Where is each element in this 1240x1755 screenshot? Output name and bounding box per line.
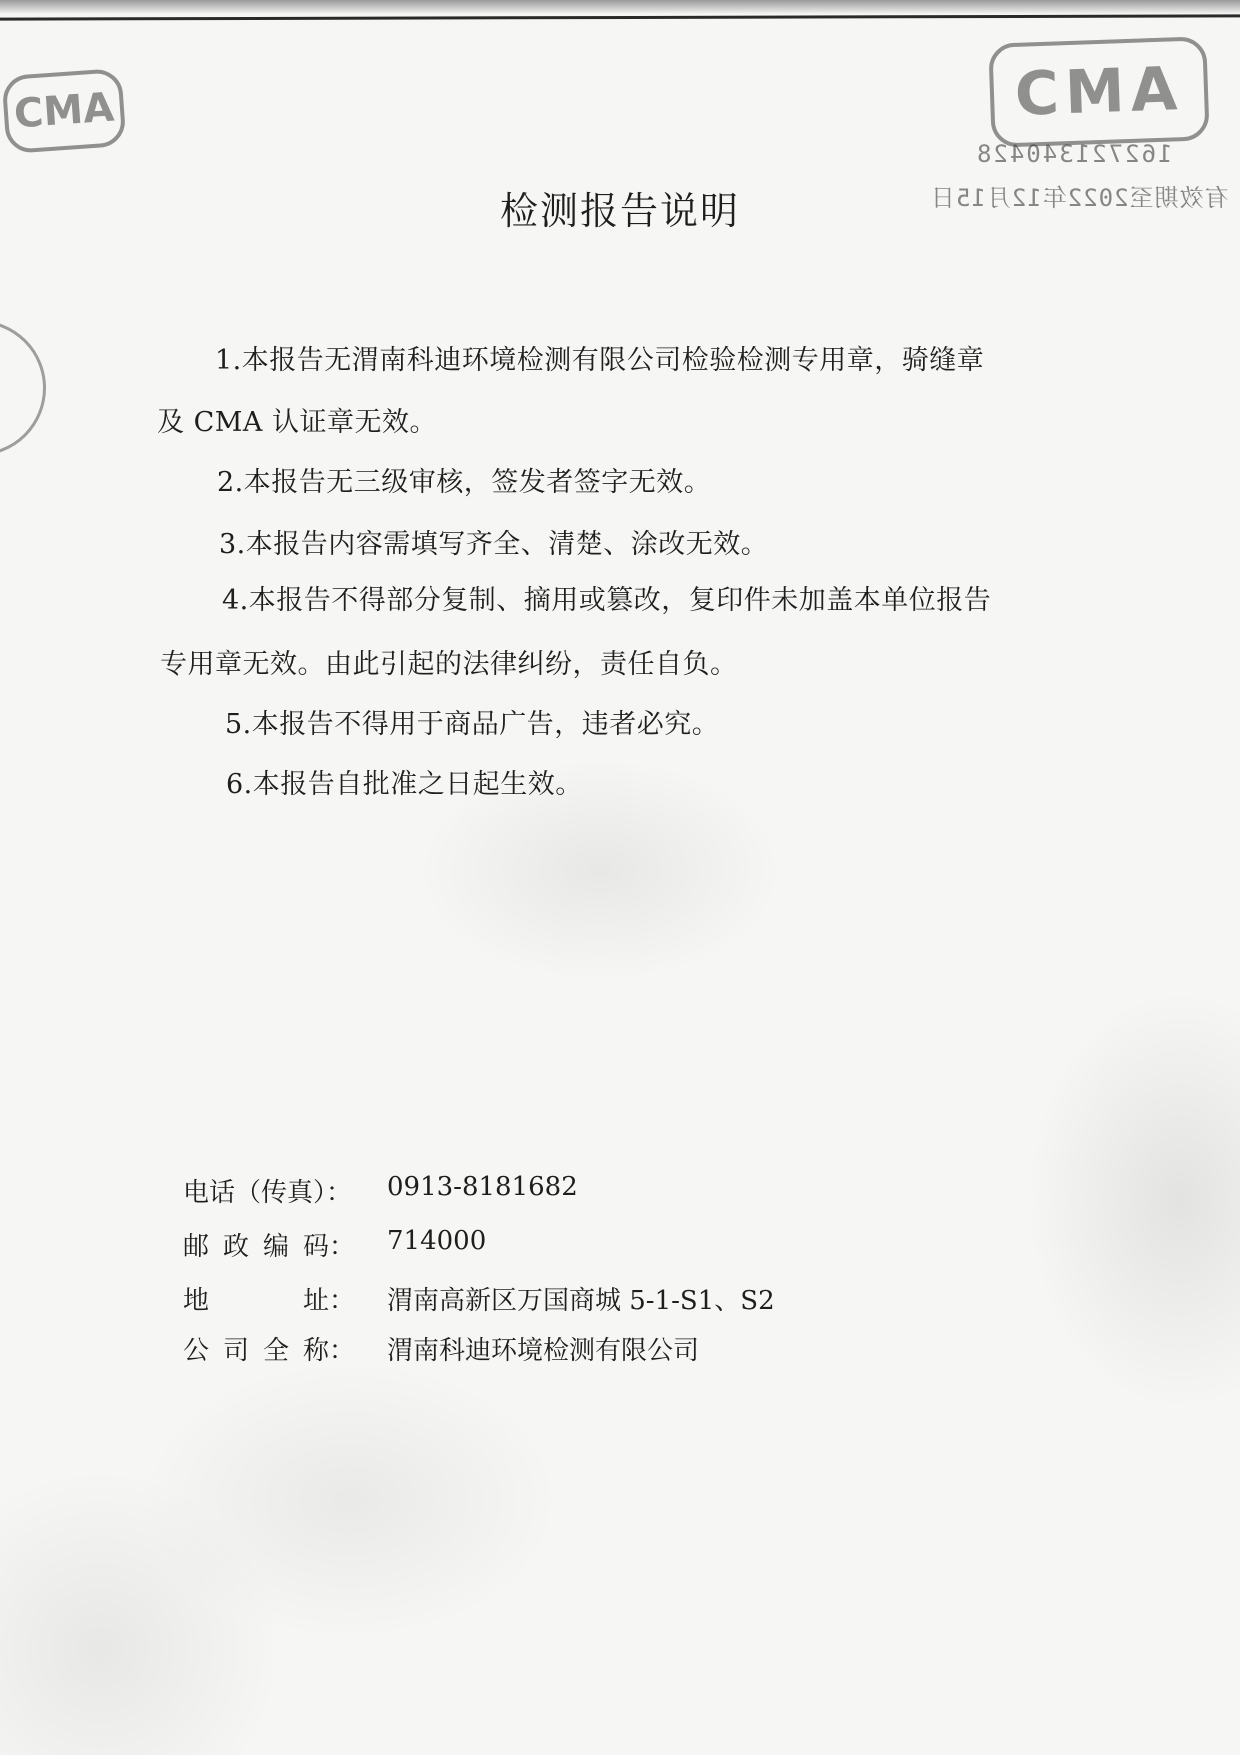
stamp-number-mirrored: 162721340428 (975, 140, 1173, 168)
clause-2: 2.本报告无三级审核，签发者签字无效。 (217, 467, 712, 498)
postal-label-char: 编 (262, 1232, 289, 1262)
clause-3: 3.本报告内容需填写齐全、清楚、涂改无效。 (219, 529, 769, 560)
postal-label-char: 码： (302, 1232, 355, 1262)
postal-label-char: 邮 (183, 1232, 210, 1262)
company-label (183, 1330, 355, 1367)
postal-label-char: 政 (222, 1232, 249, 1262)
company-label-char: 称： (302, 1336, 355, 1366)
scan-top-line (0, 14, 1240, 20)
company-label-char: 全 (262, 1336, 289, 1366)
clause-5: 5.本报告不得用于商品广告，违者必究。 (225, 709, 720, 740)
company-value: 渭南科迪环境检测有限公司 (387, 1336, 700, 1366)
phone-value: 0913-8181682 (387, 1172, 578, 1202)
stamp-date-mirrored: 有效期至2022年12月15日 (930, 184, 1229, 212)
postal-label (183, 1226, 355, 1263)
page-title: 检测报告说明 (499, 189, 740, 233)
clause-1-line-2: 及 CMA 认证章无效。 (157, 407, 437, 438)
company-label-char: 公 (183, 1336, 210, 1366)
address-value: 渭南高新区万国商城 5-1-S1、S2 (387, 1286, 775, 1316)
seam-seal-partial (0, 320, 46, 456)
clause-6: 6.本报告自批准之日起生效。 (226, 769, 583, 800)
clause-4-line-1: 4.本报告不得部分复制、摘用或篡改，复印件未加盖本单位报告 (222, 585, 992, 616)
scan-top-edge (0, 0, 1240, 14)
cma-stamp-right: CMA (988, 36, 1209, 148)
cma-stamp-left: CMA (1, 68, 126, 154)
clause-1-line-1: 1.本报告无渭南科迪环境检测有限公司检验检测专用章，骑缝章 (215, 345, 985, 376)
address-label-char: 址： (302, 1286, 355, 1316)
address-label-char: 地 (183, 1286, 210, 1316)
address-label (183, 1280, 355, 1317)
clause-4-line-2: 专用章无效。由此引起的法律纠纷，责任自负。 (160, 649, 738, 680)
company-label-char: 司 (222, 1336, 249, 1366)
phone-label: 电话（传真）： (183, 1178, 353, 1208)
postal-value: 714000 (387, 1226, 487, 1256)
